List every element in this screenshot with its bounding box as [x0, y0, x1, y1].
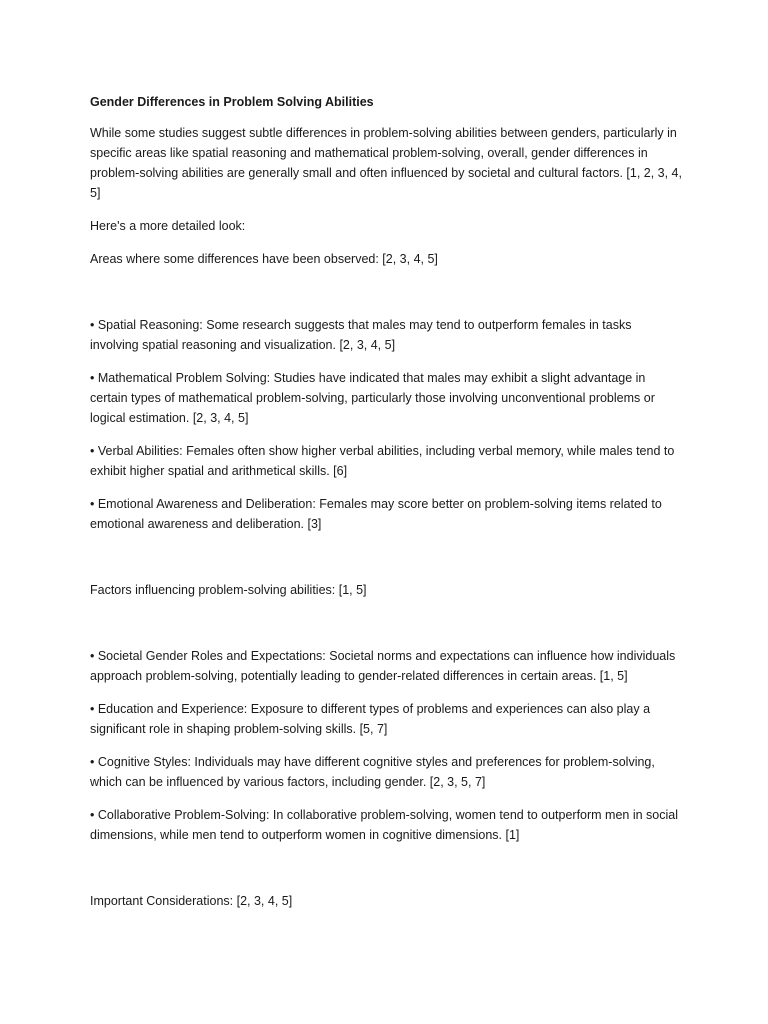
- section-heading-factors: Factors influencing problem-solving abilities: [1, 5]: [90, 583, 367, 597]
- bullet-emotional-awareness: • Emotional Awareness and Deliberation: Females may score better on problem-solving items related to emotional awareness and deliberation. [3]: [90, 497, 662, 531]
- section-heading-areas: Areas where some differences have been observed: [2, 3, 4, 5]: [90, 252, 438, 266]
- intro-paragraph: While some studies suggest subtle differences in problem-solving abilities between genders, particularly in specific areas like spatial reasoning and mathematical problem-solving, overall, gender differences in problem-solving abilities are generally small and often influenced by societal and cultural factors. [1, 2, 3, 4, 5]: [90, 126, 682, 200]
- bullet-cognitive-styles: • Cognitive Styles: Individuals may have different cognitive styles and preferences for problem-solving, which can be influenced by various factors, including gender. [2, 3, 5, 7]: [90, 755, 655, 789]
- document-title: Gender Differences in Problem Solving Abilities: [90, 95, 374, 109]
- bullet-societal-gender-roles: • Societal Gender Roles and Expectations: Societal norms and expectations can influence how individuals approach problem-solving, potentially leading to gender-related differences in certain areas. [1, 5]: [90, 649, 676, 683]
- document-page: [90, 92, 682, 924]
- detail-line: Here's a more detailed look:: [90, 219, 246, 233]
- bullet-spatial-reasoning: • Spatial Reasoning: Some research suggests that males may tend to outperform females in tasks involving spatial reasoning and visualization. [2, 3, 4, 5]: [90, 318, 632, 352]
- section-heading-considerations: Important Considerations: [2, 3, 4, 5]: [90, 894, 293, 908]
- bullet-collaborative-problem-solving: • Collaborative Problem-Solving: In collaborative problem-solving, women tend to outperform men in social dimensions, while men tend to outperform women in cognitive dimensions. [1]: [90, 808, 678, 842]
- bullet-verbal-abilities: • Verbal Abilities: Females often show higher verbal abilities, including verbal memory, while males tend to exhibit higher spatial and arithmetical skills. [6]: [90, 444, 675, 478]
- bullet-education-experience: • Education and Experience: Exposure to different types of problems and experiences can also play a significant role in shaping problem-solving skills. [5, 7]: [90, 702, 651, 736]
- bullet-mathematical-problem-solving: • Mathematical Problem Solving: Studies have indicated that males may exhibit a slight advantage in certain types of mathematical problem-solving, particularly those involving unconventional problems or logical estimation. [2, 3, 4, 5]: [90, 371, 655, 425]
